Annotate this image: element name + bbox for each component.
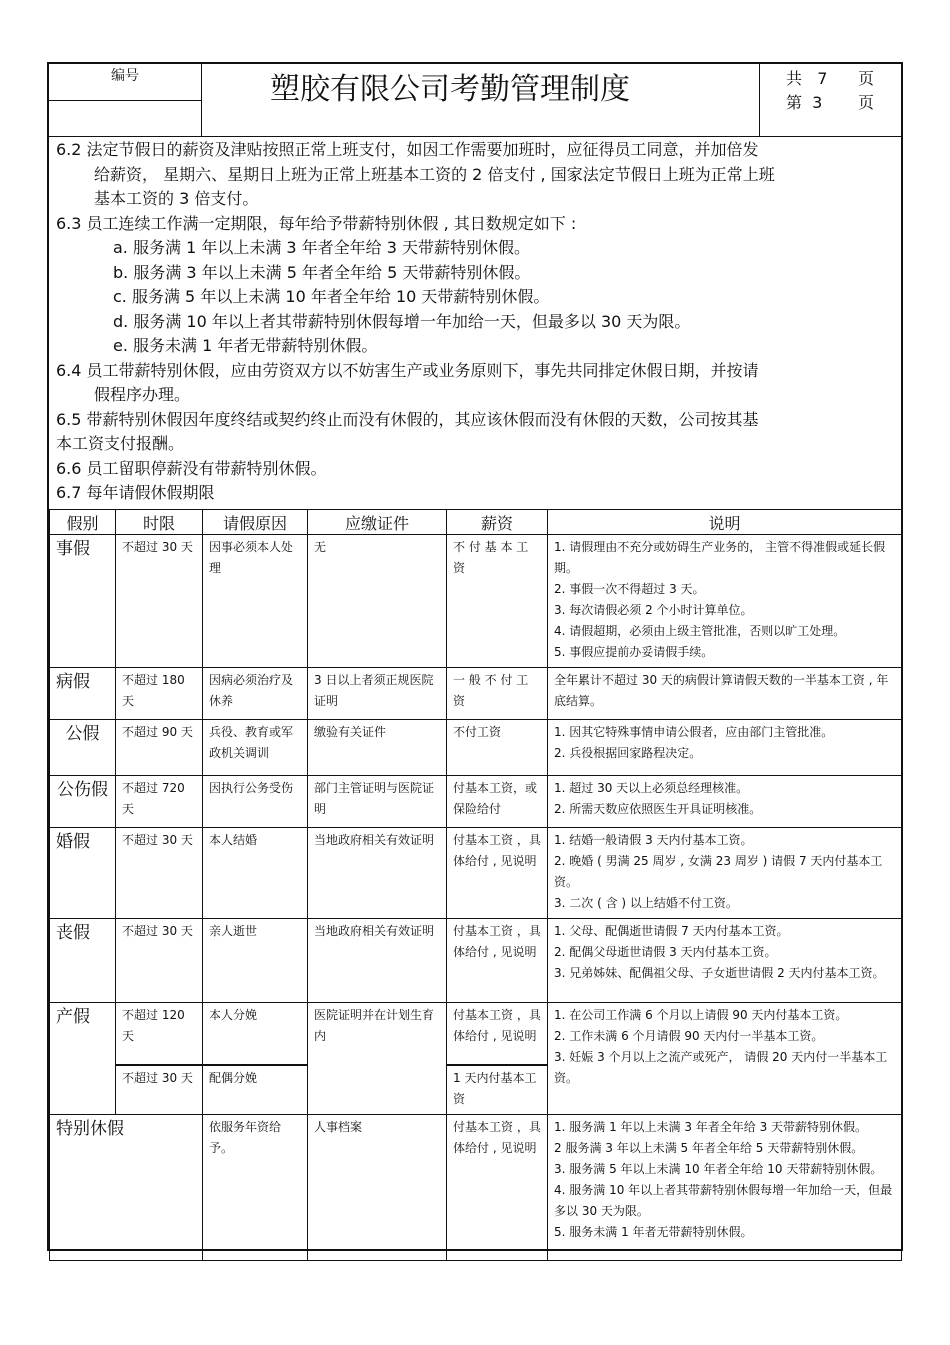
clause-6-5: 6.5 带薪特别休假因年度终结或契约终止而没有休假的，其应该休假而没有休假的天数，公司按其基 本工资支付报酬。 bbox=[56, 409, 759, 453]
table-row: 产假 不超过 120 天 本人分娩 医院证明并在计划生育内 付基本工资 ，具体给付 , 见说明 1. 在公司工作满 6 个月以上请假 90 天内付基本工资。 2. 工作未满 6 个月请假 90 天内付一半基本工资。 3. 妊娠 3 个月以上之流产或死产， 请假 20 天内付一半基本工资。 bbox=[50, 1003, 902, 1065]
table-row: 丧假 不超过 30 天 亲人逝世 当地政府相关有效证明 付基本工资 ，具体给付 , 见说明 1. 父母、配偶逝世请假 7 天内付基本工资。 2. 配偶父母逝世请假 3 天内付基本工资。 3. 兄弟姊妹、配偶祖父母、子女逝世请假 2 天内付基本工资。 bbox=[50, 919, 902, 1003]
number-cell bbox=[49, 64, 202, 136]
col-header-type: 假别 bbox=[50, 510, 116, 535]
table-subrow: 不超过 30 天 配偶分娩 1 天内付基本工资 bbox=[50, 1065, 902, 1115]
notes-cell: 1. 超过 30 天以上必须总经理核准。 2. 所需天数应依照医生开具证明核准。 bbox=[548, 776, 902, 828]
clause-6-3: 6.3 员工连续工作满一定期限，每年给予带薪特别休假 , 其日数规定如下 : bbox=[56, 213, 577, 233]
number-label: 编号 bbox=[49, 64, 201, 101]
clause-6-2: 6.2 法定节假日的薪资及津贴按照正常上班支付，如因工作需要加班时，应征得员工同意，并加倍发 给薪资， 星期六、星期日上班为正常上班基本工资的 2 倍支付 , 国家法定节假日上班为正常上班 基本工资的 3 倍支付。 bbox=[56, 140, 775, 208]
col-header-limit: 时限 bbox=[116, 510, 203, 535]
notes-cell: 1. 结婚一般请假 3 天内付基本工资。 2. 晚婚 ( 男满 25 周岁 , 女满 23 周岁 ) 请假 7 天内付基本工资。 3. 二次 ( 含 ) 以上结婚不付工资。 bbox=[548, 828, 902, 919]
table-row: 特别休假 依服务年资给予。 人事档案 付基本工资 ，具体给付 , 见说明 1. 服务满 1 年以上未满 3 年者全年给 3 天带薪特别休假。 2 服务满 3 年以上未满 5 年者全年给 5 天带薪特别休假。 3. 服务满 5 年以上未满 10 年者全年给 10 天带薪特别休假。 4. 服务满 10 年以上者其带薪特别休假每增一年加给一天，但最多以 30 天为限。 5. 服务未满 1 年者无带薪特别休假。 bbox=[50, 1114, 902, 1260]
table-row: 事假 不超过 30 天 因事必须本人处理 无 不 付 基 本 工 资 1. 请假理由不充分或妨碍生产业务的， 主管不得准假或延长假期。 2. 事假一次不得超过 3 天。 3. 每次请假必须 2 个小时计算单位。 4. 请假超期，必须由上级主管批准，否则以旷工处理。 5. 事假应提前办妥请假手续。 bbox=[50, 535, 902, 668]
notes-cell: 1. 因其它特殊事情申请公假者，应由部门主管批准。 2. 兵役根据回家路程决定。 bbox=[548, 720, 902, 776]
document-frame bbox=[47, 62, 903, 1251]
table-row: 婚假 不超过 30 天 本人结婚 当地政府相关有效证明 付基本工资 ，具体给付 , 见说明 1. 结婚一般请假 3 天内付基本工资。 2. 晚婚 ( 男满 25 周岁 , 女满 23 周岁 ) 请假 7 天内付基本工资。 3. 二次 ( 含 ) 以上结婚不付工资。 bbox=[50, 828, 902, 919]
clause-6-3-item-b: b. 服务满 3 年以上未满 5 年者全年给 5 天带薪特别休假。 bbox=[113, 262, 531, 282]
clause-6-4: 6.4 员工带薪特别休假，应由劳资双方以不妨害生产或业务原则下，事先共同排定休假日期，并按请 假程序办理。 bbox=[56, 360, 759, 404]
notes-cell: 1. 父母、配偶逝世请假 7 天内付基本工资。 2. 配偶父母逝世请假 3 天内付基本工资。 3. 兄弟姊妹、配偶祖父母、子女逝世请假 2 天内付基本工资。 bbox=[548, 919, 902, 1003]
col-header-notes: 说明 bbox=[548, 510, 902, 535]
clause-6-6: 6.6 员工留职停薪没有带薪特别休假。 bbox=[56, 458, 327, 478]
page-info bbox=[759, 64, 902, 136]
policy-text bbox=[56, 138, 896, 506]
leave-table bbox=[49, 509, 902, 1261]
col-header-pay: 薪资 bbox=[447, 510, 548, 535]
document-header bbox=[49, 64, 901, 137]
table-row: 病假 不超过 180 天 因病必须治疗及休养 3 日以上者须正规医院证明 一 般 不 付 工 资 全年累计不超过 30 天的病假计算请假天数的一半基本工资 , 年底结算。 bbox=[50, 668, 902, 720]
clause-6-3-item-c: c. 服务满 5 年以上未满 10 年者全年给 10 天带薪特别休假。 bbox=[113, 287, 550, 306]
clause-6-3-item-d: d. 服务满 10 年以上者其带薪特别休假每增一年加给一天，但最多以 30 天为限。 bbox=[113, 311, 691, 331]
col-header-reason: 请假原因 bbox=[203, 510, 308, 535]
clause-6-3-item-a: a. 服务满 1 年以上未满 3 年者全年给 3 天带薪特别休假。 bbox=[113, 238, 531, 257]
clause-6-3-item-e: e. 服务未满 1 年者无带薪特别休假。 bbox=[113, 336, 378, 355]
table-header-row bbox=[50, 510, 902, 535]
document-title: 塑胶有限公司考勤管理制度 bbox=[270, 72, 630, 107]
current-page: 第 3 页 bbox=[786, 93, 874, 112]
notes-cell: 1. 在公司工作满 6 个月以上请假 90 天内付基本工资。 2. 工作未满 6 个月请假 90 天内付一半基本工资。 3. 妊娠 3 个月以上之流产或死产， 请假 20 天内付一半基本工资。 bbox=[548, 1003, 902, 1115]
table-row: 公假 不超过 90 天 兵役、教育或军政机关调训 缴验有关证件 不付工资 1. 因其它特殊事情申请公假者，应由部门主管批准。 2. 兵役根据回家路程决定。 bbox=[50, 720, 902, 776]
clause-6-7: 6.7 每年请假休假期限 bbox=[56, 483, 215, 502]
notes-cell: 1. 服务满 1 年以上未满 3 年者全年给 3 天带薪特别休假。 2 服务满 3 年以上未满 5 年者全年给 5 天带薪特别休假。 3. 服务满 5 年以上未满 10 年者全年给 10 天带薪特别休假。 4. 服务满 10 年以上者其带薪特别休假每增一年加给一天，但最多以 30 天为限。 5. 服务未满 1 年者无带薪特别休假。 bbox=[548, 1114, 902, 1260]
table-row: 公伤假 不超过 720 天 因执行公务受伤 部门主管证明与医院证明 付基本工资，或保险给付 1. 超过 30 天以上必须总经理核准。 2. 所需天数应依照医生开具证明核准。 bbox=[50, 776, 902, 828]
notes-cell: 全年累计不超过 30 天的病假计算请假天数的一半基本工资 , 年底结算。 bbox=[548, 668, 902, 720]
total-pages: 共 7 页 bbox=[786, 69, 874, 88]
col-header-cert: 应缴证件 bbox=[308, 510, 447, 535]
notes-cell: 1. 请假理由不充分或妨碍生产业务的， 主管不得准假或延长假期。 2. 事假一次不得超过 3 天。 3. 每次请假必须 2 个小时计算单位。 4. 请假超期，必须由上级主管批准，否则以旷工处理。 5. 事假应提前办妥请假手续。 bbox=[548, 535, 902, 668]
